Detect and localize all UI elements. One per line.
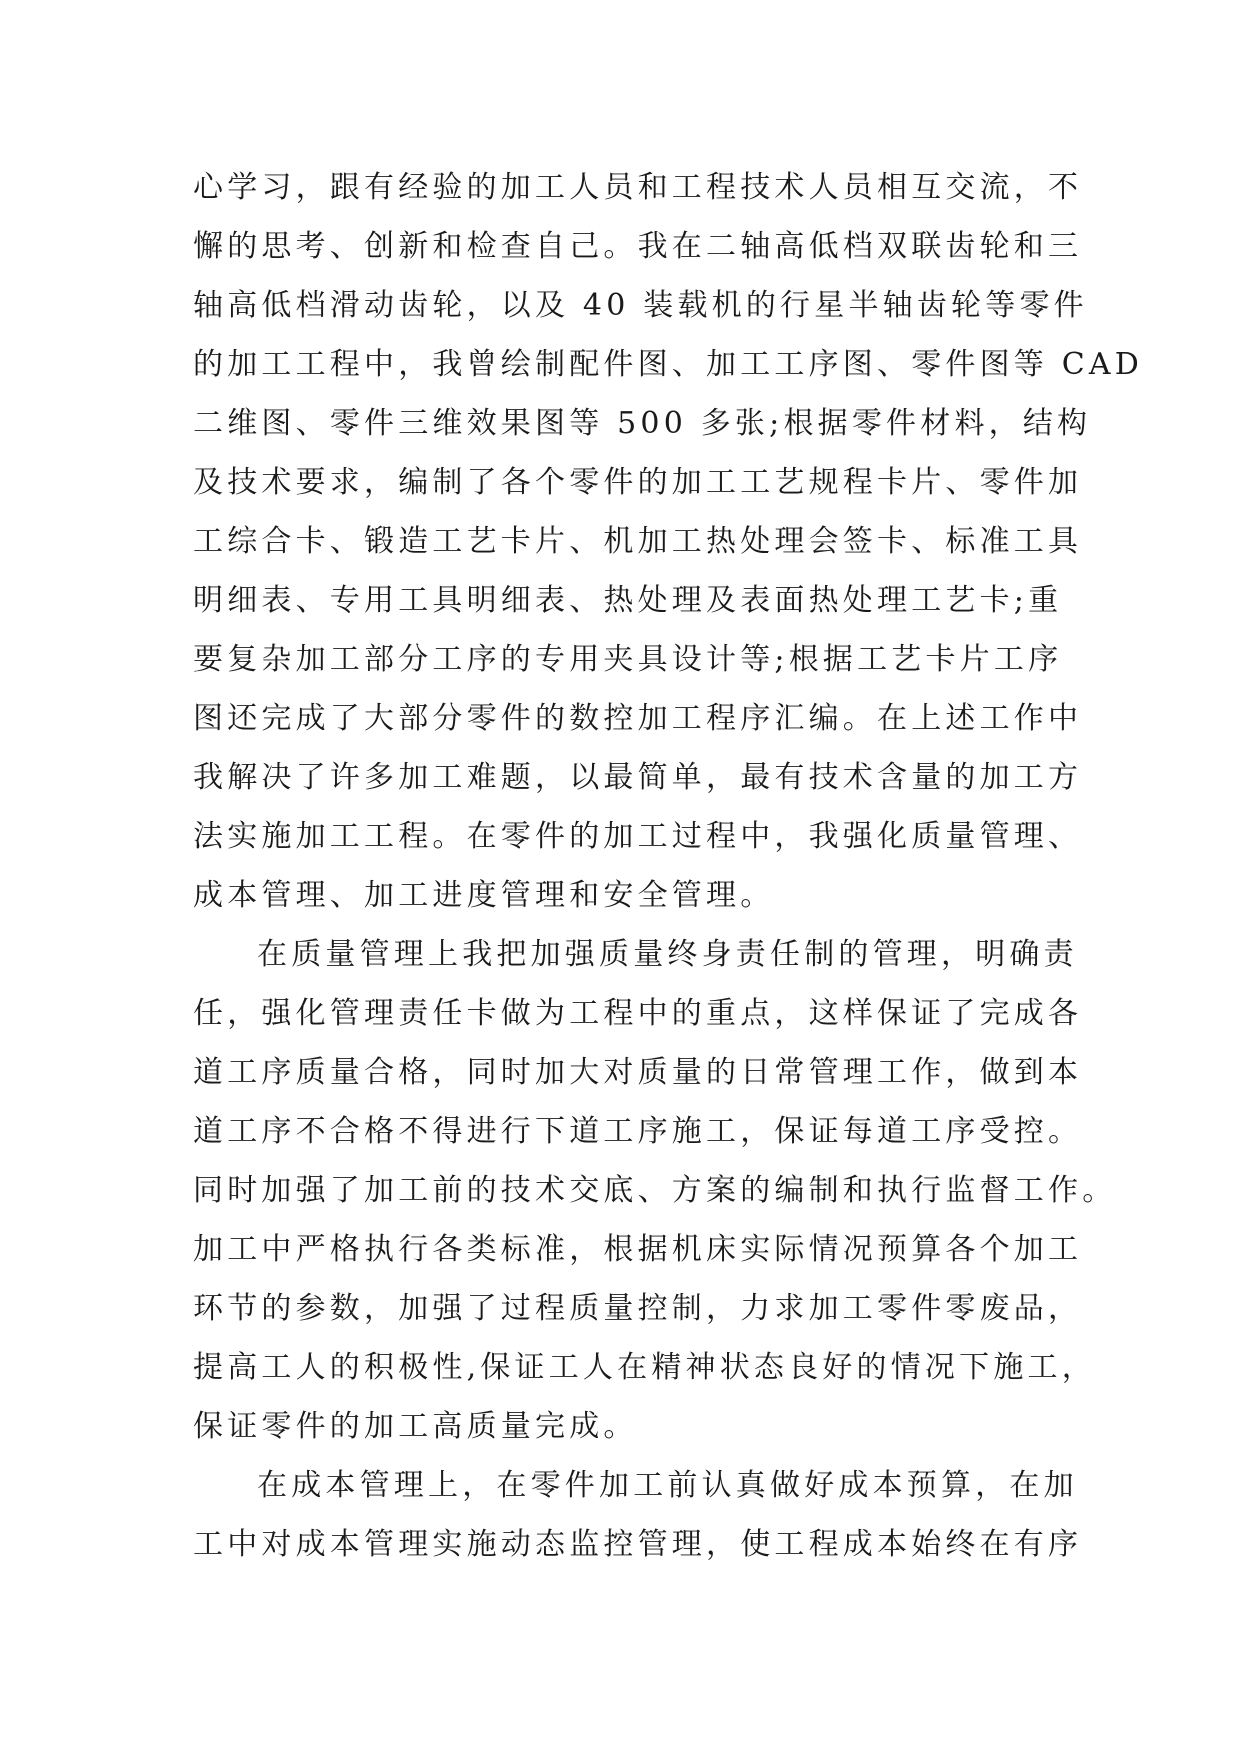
text-line: 环节的参数，加强了过程质量控制，力求加工零件零废品， <box>193 1291 1083 1326</box>
text-line: 明细表、专用工具明细表、热处理及表面热处理工艺卡;重 <box>193 583 1063 618</box>
text-line: 保证零件的加工高质量完成。 <box>193 1409 638 1444</box>
body-text <box>193 158 1144 1574</box>
text-line: 懈的思考、创新和检查自己。我在二轴高低档双联齿轮和三 <box>193 229 1083 264</box>
text-line: 我解决了许多加工难题，以最简单，最有技术含量的加工方 <box>193 760 1083 795</box>
text-line: 图还完成了大部分零件的数控加工程序汇编。在上述工作中 <box>193 701 1083 736</box>
text-line: 要复杂加工部分工序的专用夹具设计等;根据工艺卡片工序 <box>193 642 1063 677</box>
text-line: 道工序不合格不得进行下道工序施工，保证每道工序受控。 <box>193 1114 1083 1149</box>
text-line: 道工序质量合格，同时加大对质量的日常管理工作，做到本 <box>193 1055 1083 1090</box>
paragraph-first-line: 在成本管理上，在零件加工前认真做好成本预算，在加 <box>257 1468 1078 1503</box>
text-line: 成本管理、加工进度管理和安全管理。 <box>193 878 775 913</box>
text-line: 心学习，跟有经验的加工人员和工程技术人员相互交流，不 <box>193 170 1083 205</box>
text-line: 工综合卡、锻造工艺卡片、机加工热处理会签卡、标准工具 <box>193 524 1083 559</box>
text-line: 二维图、零件三维效果图等 500 多张;根据零件材料，结构 <box>193 406 1092 441</box>
text-line: 任，强化管理责任卡做为工程中的重点，这样保证了完成各 <box>193 996 1083 1031</box>
text-line: 同时加强了加工前的技术交底、方案的编制和执行监督工作。 <box>193 1173 1117 1208</box>
text-line: 轴高低档滑动齿轮，以及 40 装载机的行星半轴齿轮等零件 <box>193 288 1088 323</box>
text-line: 提高工人的积极性,保证工人在精神状态良好的情况下施工， <box>193 1350 1096 1385</box>
text-line: 的加工工程中，我曾绘制配件图、加工工序图、零件图等 CAD <box>193 347 1144 382</box>
text-line: 法实施加工工程。在零件的加工过程中，我强化质量管理、 <box>193 819 1083 854</box>
text-line: 加工中严格执行各类标准，根据机床实际情况预算各个加工 <box>193 1232 1083 1267</box>
paragraph-first-line: 在质量管理上我把加强质量终身责任制的管理，明确责 <box>257 937 1078 972</box>
text-line: 工中对成本管理实施动态监控管理，使工程成本始终在有序 <box>193 1527 1083 1562</box>
text-line: 及技术要求，编制了各个零件的加工工艺规程卡片、零件加 <box>193 465 1083 500</box>
